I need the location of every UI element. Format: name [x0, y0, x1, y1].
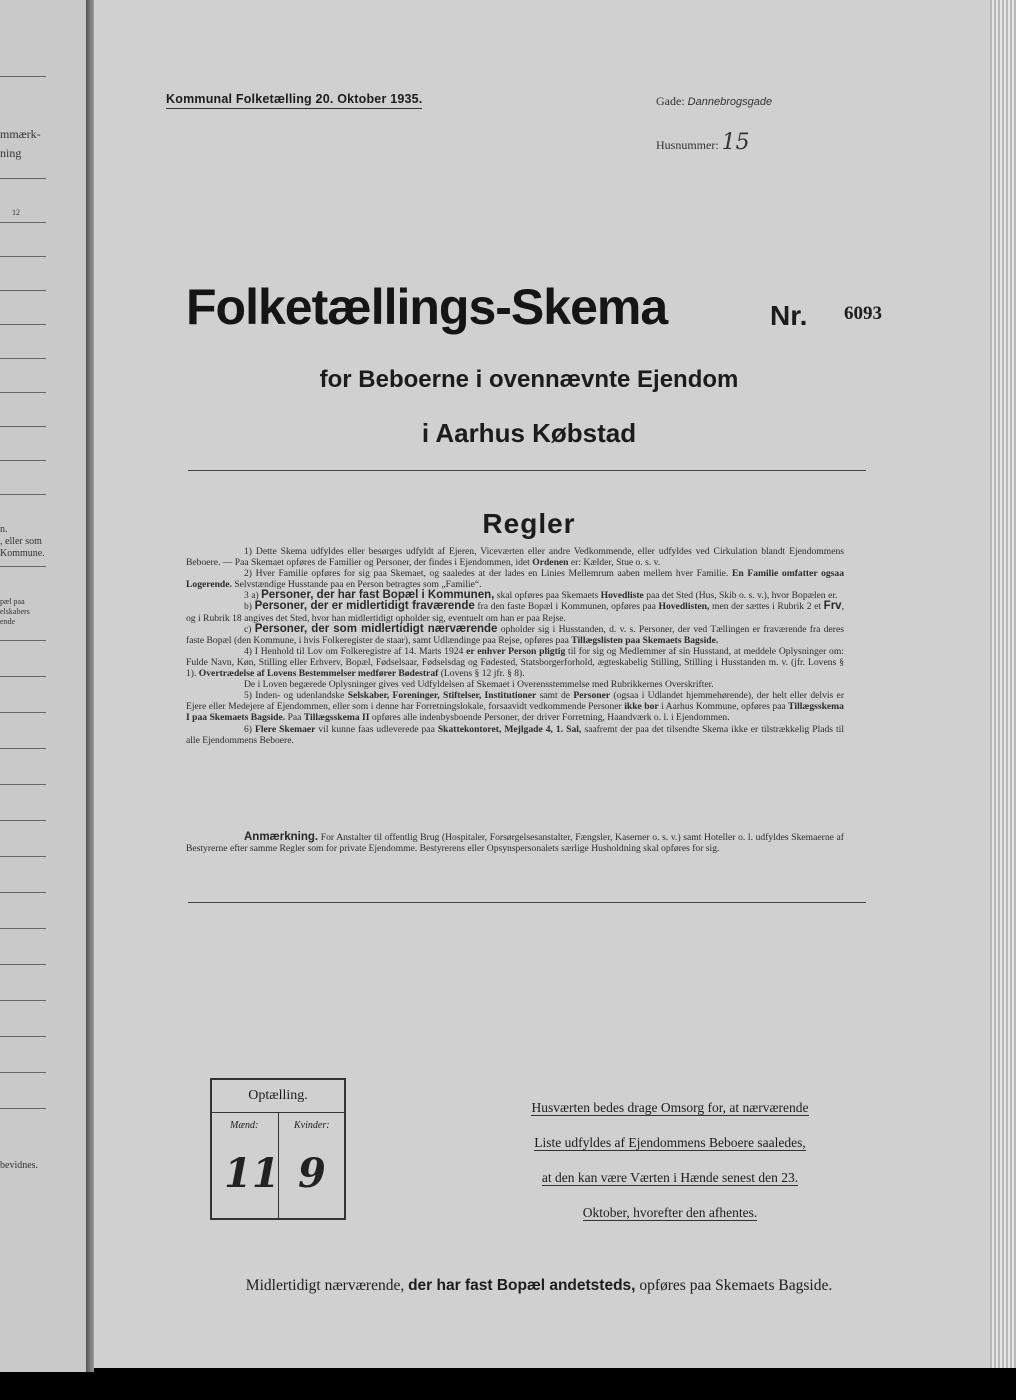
divider — [188, 470, 866, 471]
rule-3c: c) Personer, der som midlertidigt nærværende opholder sig i Husstanden, d. v. s. Personer, der ved Tællingen er fraværende fra deres faste Bopæl (den Kommune, i hvis Folkeregister de staar), samt Udlændinge paa Rejse, opføres paa Tillægslisten paa Skemaets Bagside. — [186, 622, 844, 646]
rule-1: 1) Dette Skema udfyldes eller besørges udfyldt af Ejeren, Viceværten eller andre Vedkommende, eller udfyldes ved Cirkulation blandt Ejendommens Beboere. — Paa Skemaet opføres de Familier og Personer, der findes i Ejendommen, idet Ordenen er: Kælder, Stue o. s. v. — [186, 546, 844, 569]
left-fragment: n. — [0, 524, 8, 535]
rule-3b: b) Personer, der er midlertidigt fraværende fra den faste Bopæl i Kommunen, opføres paa Hovedlisten, men der sættes i Rubrik 2 et Frv, og i Rubrik 18 angives det Sted, hvor han midlertidigt opholder sig, eventuelt om han er paa Rejse. — [186, 600, 844, 624]
form-municipality: i Aarhus Købstad — [421, 418, 637, 448]
page-edges — [990, 0, 1016, 1368]
count-box-title: Optælling. — [212, 1080, 344, 1113]
men-label: Mænd: — [230, 1120, 259, 1131]
book-gutter — [86, 0, 94, 1372]
left-fragment: Kommune. — [0, 548, 45, 559]
remark-text: For Anstalter til offentlig Brug (Hospitaler, Forsørgelsesanstalter, Fængsler, Kaserner o. s. v.) samt Hoteller o. l. udfyldes Skemaerne af Bestyrerne efter samme Regler som for private Ejendomme. Bestyrerens eller Opsynspersonalets særlige Husholdning skal opføres for sig. — [186, 832, 844, 855]
street-field — [656, 94, 772, 109]
census-title: Kommunal Folketælling 20. Oktober 1935. — [166, 92, 422, 109]
adjacent-page-fragment — [0, 0, 88, 1372]
left-fragment: elskabers — [0, 607, 30, 616]
house-number-value: 15 — [721, 130, 750, 155]
notice-line: Husværten bedes drage Omsorg for, at nærværende — [531, 1100, 809, 1115]
left-fragment: ende — [0, 617, 16, 626]
rules-text — [186, 546, 844, 746]
rule-4: 4) I Henhold til Lov om Folkeregistre af 14. Marts 1924 er enhver Person pligtig til for sig og Medlemmer af sin Husstand, at meddele Oplysninger om: Fulde Navn, Køn, Stilling eller Erhverv, Bopæl, Fødselsaar, Fødselsdag og Fødested, Statsborgerforhold, ægteskabelig Stilling, Stilling i Husstanden m. v. (jfr. Lovens § 1). Overtrædelse af Lovens Bestemmelser medfører Bødestraf (Lovens § 12 jfr. § 8). — [186, 645, 844, 680]
rule-6: 6) Flere Skemaer vil kunne faas udleverede paa Skattekontoret, Mejlgade 4, 1. Sal, saafremt der paa det tilsendte Skema ikke er tilstrækkelig Plads til alle Ejendommens Beboere. — [186, 723, 845, 746]
left-fragment: , eller som — [0, 536, 42, 547]
form-subtitle: for Beboerne i ovennævnte Ejendom — [319, 366, 739, 393]
census-form-page — [94, 0, 990, 1368]
left-fragment: bevidnes. — [0, 1160, 39, 1171]
remark-note — [186, 832, 844, 855]
remark-label: Anmærkning. — [244, 831, 319, 843]
house-number-label: Husnummer: — [656, 138, 719, 152]
rules-heading: Regler — [482, 508, 576, 539]
women-count: 9 — [298, 1150, 326, 1197]
house-number-field — [656, 130, 750, 155]
form-number-value: 6093 — [844, 303, 882, 324]
footer-instruction: Midlertidigt nærværende, der har fast Bopæl andetsteds, opføres paa Skemaets Bagside. — [245, 1277, 833, 1294]
street-label: Gade: — [656, 94, 685, 108]
left-fragment: mmærk- — [0, 127, 41, 141]
left-fragment: 12 — [12, 208, 20, 217]
rule-4-extra: De i Loven begærede Oplysninger gives ved Udfyldelsen af Skemaet i Overensstemmelse med Rubrikkernes Overskrifter. — [244, 679, 714, 691]
notice-line: at den kan være Værten i Hænde senest den 23. — [541, 1170, 799, 1185]
women-label: Kvinder: — [294, 1120, 330, 1131]
divider — [188, 902, 866, 903]
rule-3a: 3 a) Personer, der har fast Bopæl i Kommunen, skal opføres paa Skemaets Hovedliste paa det Sted (Hus, Skib o. s. v.), hvor Bopælen er. — [244, 589, 838, 602]
rule-5: 5) Inden- og udenlandske Selskaber, Foreninger, Stiftelser, Institutioner samt de Personer (ogsaa i Udlandet hjemmehørende), der helt eller delvis er Ejere eller Medejere af Ejendommen, eller som i denne har Forretningslokale, forsaavidt vedkommende Personer ikke bor i Aarhus Kommune, opføres paa Tillægsskema I paa Skemaets Bagside. Paa Tillægsskema II opføres alle indenbysboende Personer, der driver Forretning, Haandværk o. l. i Ejendommen. — [186, 690, 845, 724]
form-title: Folketællings-Skema — [186, 279, 668, 335]
left-fragment: pæl paa — [0, 597, 25, 606]
notice-line: Liste udfyldes af Ejendommens Beboere saaledes, — [534, 1135, 806, 1150]
notice-line: Oktober, hvorefter den afhentes. — [582, 1205, 758, 1220]
men-count: 11 — [224, 1150, 280, 1197]
count-box — [210, 1078, 346, 1220]
street-value: Dannebrogsgade — [687, 96, 773, 108]
form-number-label: Nr. — [770, 300, 808, 331]
rule-2: 2) Hver Familie opføres for sig paa Skemaet, og saaledes at der lades en Linies Mellemrum aaben mellem hver Familie. En Familie omfatter ogsaa Logerende. Selvstændige Husstande paa en Person betragtes som „Familie“. — [186, 568, 844, 591]
landlord-notice — [490, 1090, 850, 1230]
left-fragment: ning — [0, 146, 22, 160]
